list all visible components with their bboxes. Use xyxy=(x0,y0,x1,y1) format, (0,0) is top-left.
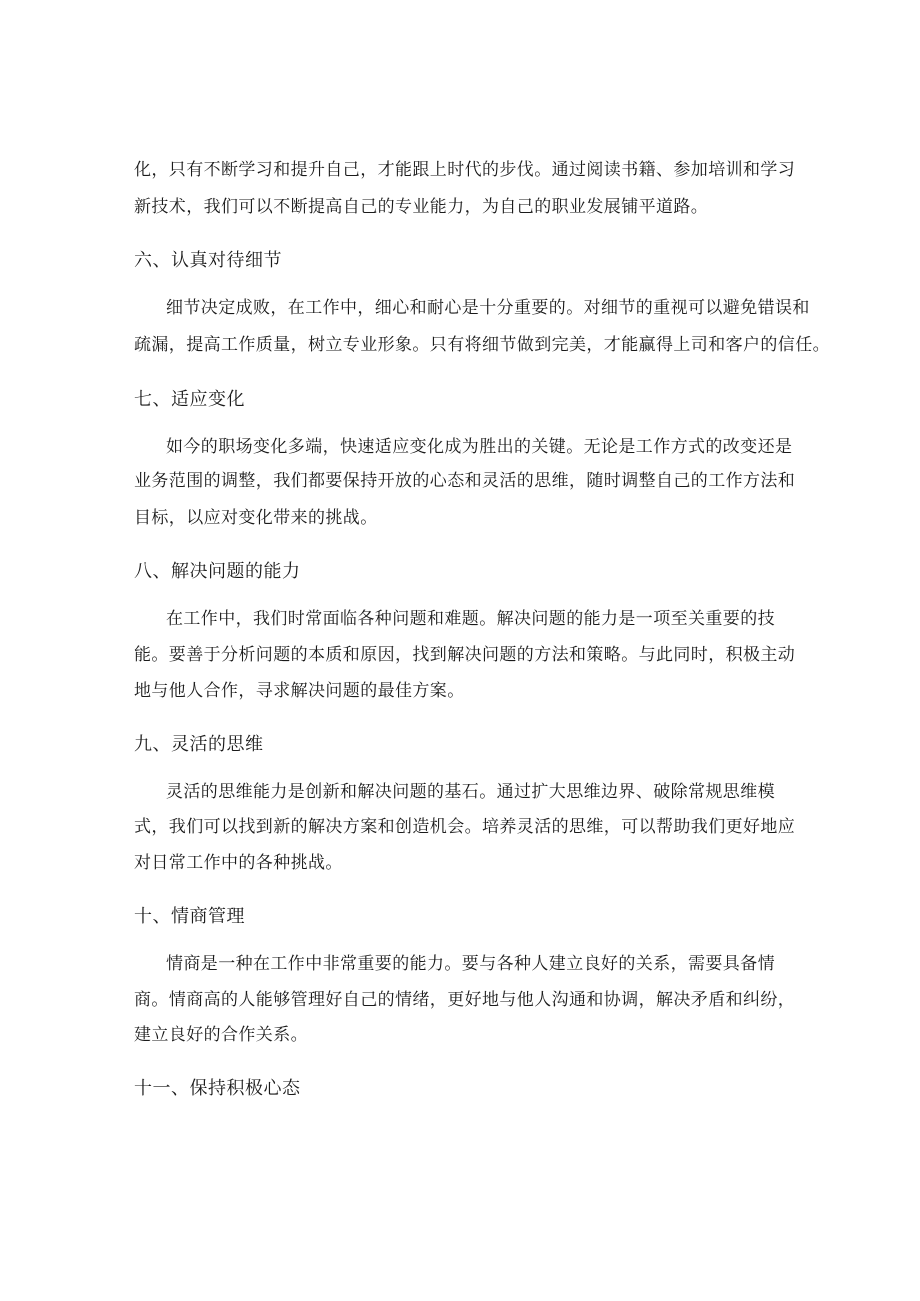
paragraph-line: 能。要善于分析问题的本质和原因，找到解决问题的方法和策略。与此同时，积极主动 xyxy=(134,645,796,665)
paragraph-line: 对日常工作中的各种挑战。 xyxy=(134,853,343,873)
paragraph-line: 化，只有不断学习和提升自己，才能跟上时代的步伐。通过阅读书籍、参加培训和学习 xyxy=(134,160,796,180)
section-heading: 六、认真对待细节 xyxy=(134,250,282,271)
paragraph-line: 地与他人合作，寻求解决问题的最佳方案。 xyxy=(134,681,465,701)
paragraph-line: 业务范围的调整，我们都要保持开放的心态和灵活的思维，随时调整自己的工作方法和 xyxy=(134,471,796,491)
paragraph-line: 式，我们可以找到新的解决方案和创造机会。培养灵活的思维，可以帮助我们更好地应 xyxy=(134,817,796,837)
section-heading: 七、适应变化 xyxy=(134,389,245,410)
paragraph-line: 在工作中，我们时常面临各种问题和难题。解决问题的能力是一项至关重要的技 xyxy=(166,609,775,629)
paragraph-line: 商。情商高的人能够管理好自己的情绪，更好地与他人沟通和协调，解决矛盾和纠纷， xyxy=(134,990,796,1010)
paragraph-line: 灵活的思维能力是创新和解决问题的基石。通过扩大思维边界、破除常规思维模 xyxy=(166,782,775,802)
paragraph-line: 建立良好的合作关系。 xyxy=(134,1025,308,1045)
paragraph-line: 目标，以应对变化带来的挑战。 xyxy=(134,508,378,528)
paragraph-line: 情商是一种在工作中非常重要的能力。要与各种人建立良好的关系，需要具备情 xyxy=(166,954,775,974)
paragraph-line: 疏漏，提高工作质量，树立专业形象。只有将细节做到完美，才能赢得上司和客户的信任。 xyxy=(134,335,830,355)
section-heading: 十一、保持积极心态 xyxy=(134,1078,301,1099)
section-heading: 九、灵活的思维 xyxy=(134,734,264,755)
paragraph-line: 如今的职场变化多端，快速适应变化成为胜出的关键。无论是工作方式的改变还是 xyxy=(166,437,793,457)
paragraph-line: 新技术，我们可以不断提高自己的专业能力，为自己的职业发展铺平道路。 xyxy=(134,197,709,217)
section-heading: 十、情商管理 xyxy=(134,906,245,927)
section-heading: 八、解决问题的能力 xyxy=(134,561,301,582)
paragraph-line: 细节决定成败，在工作中，细心和耐心是十分重要的。对细节的重视可以避免错误和 xyxy=(166,298,810,318)
